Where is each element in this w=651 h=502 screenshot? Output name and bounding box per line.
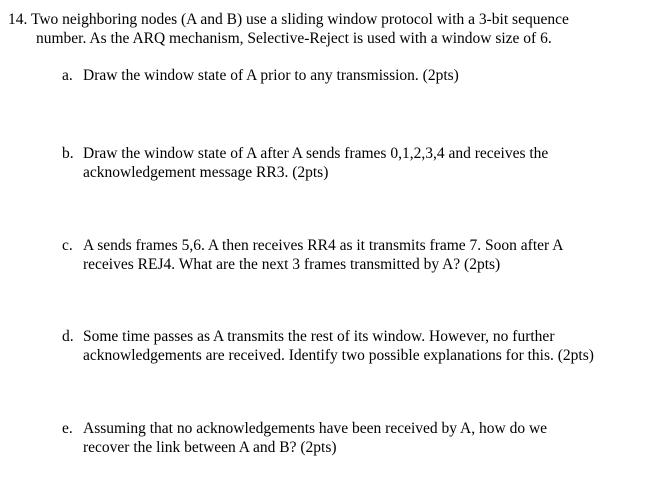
- part-b-line-2: acknowledgement message RR3. (2pts): [83, 164, 329, 181]
- part-c-letter: c.: [62, 237, 73, 254]
- part-d-text: [83, 327, 642, 365]
- part-a-letter: a.: [62, 67, 73, 84]
- part-d-line-1: Some time passes as A transmits the rest of its window. However, no further: [83, 328, 555, 345]
- part-b: [62, 144, 642, 182]
- part-b-line-1: Draw the window state of A after A sends frames 0,1,2,3,4 and receives the: [83, 145, 549, 162]
- part-e-text: [83, 419, 642, 457]
- part-e-letter: e.: [62, 420, 73, 437]
- part-e-line-1: Assuming that no acknowledgements have been received by A, how do we: [83, 420, 548, 437]
- question-stem: [8, 10, 638, 48]
- part-d-line-2: acknowledgements are received. Identify two possible explanations for this. (2pts): [83, 347, 594, 364]
- part-a: [62, 66, 642, 85]
- part-c-line-2: receives REJ4. What are the next 3 frames transmitted by A? (2pts): [83, 256, 501, 273]
- part-e-line-2: recover the link between A and B? (2pts): [83, 439, 337, 456]
- part-b-letter: b.: [62, 145, 74, 162]
- part-a-line-1: Draw the window state of A prior to any transmission. (2pts): [83, 67, 459, 84]
- question-stem-line-2: number. As the ARQ mechanism, Selective-Reject is used with a window size of 6.: [36, 30, 552, 47]
- part-d-letter: d.: [62, 328, 74, 345]
- part-b-text: [83, 144, 642, 182]
- part-c: [62, 236, 642, 274]
- part-e: [62, 419, 642, 457]
- part-d: [62, 327, 642, 365]
- part-a-text: [83, 66, 642, 85]
- question-stem-line-1: 14. Two neighboring nodes (A and B) use a sliding window protocol with a 3-bit sequence: [8, 11, 569, 28]
- part-c-line-1: A sends frames 5,6. A then receives RR4 as it transmits frame 7. Soon after A: [83, 237, 564, 254]
- part-c-text: [83, 236, 642, 274]
